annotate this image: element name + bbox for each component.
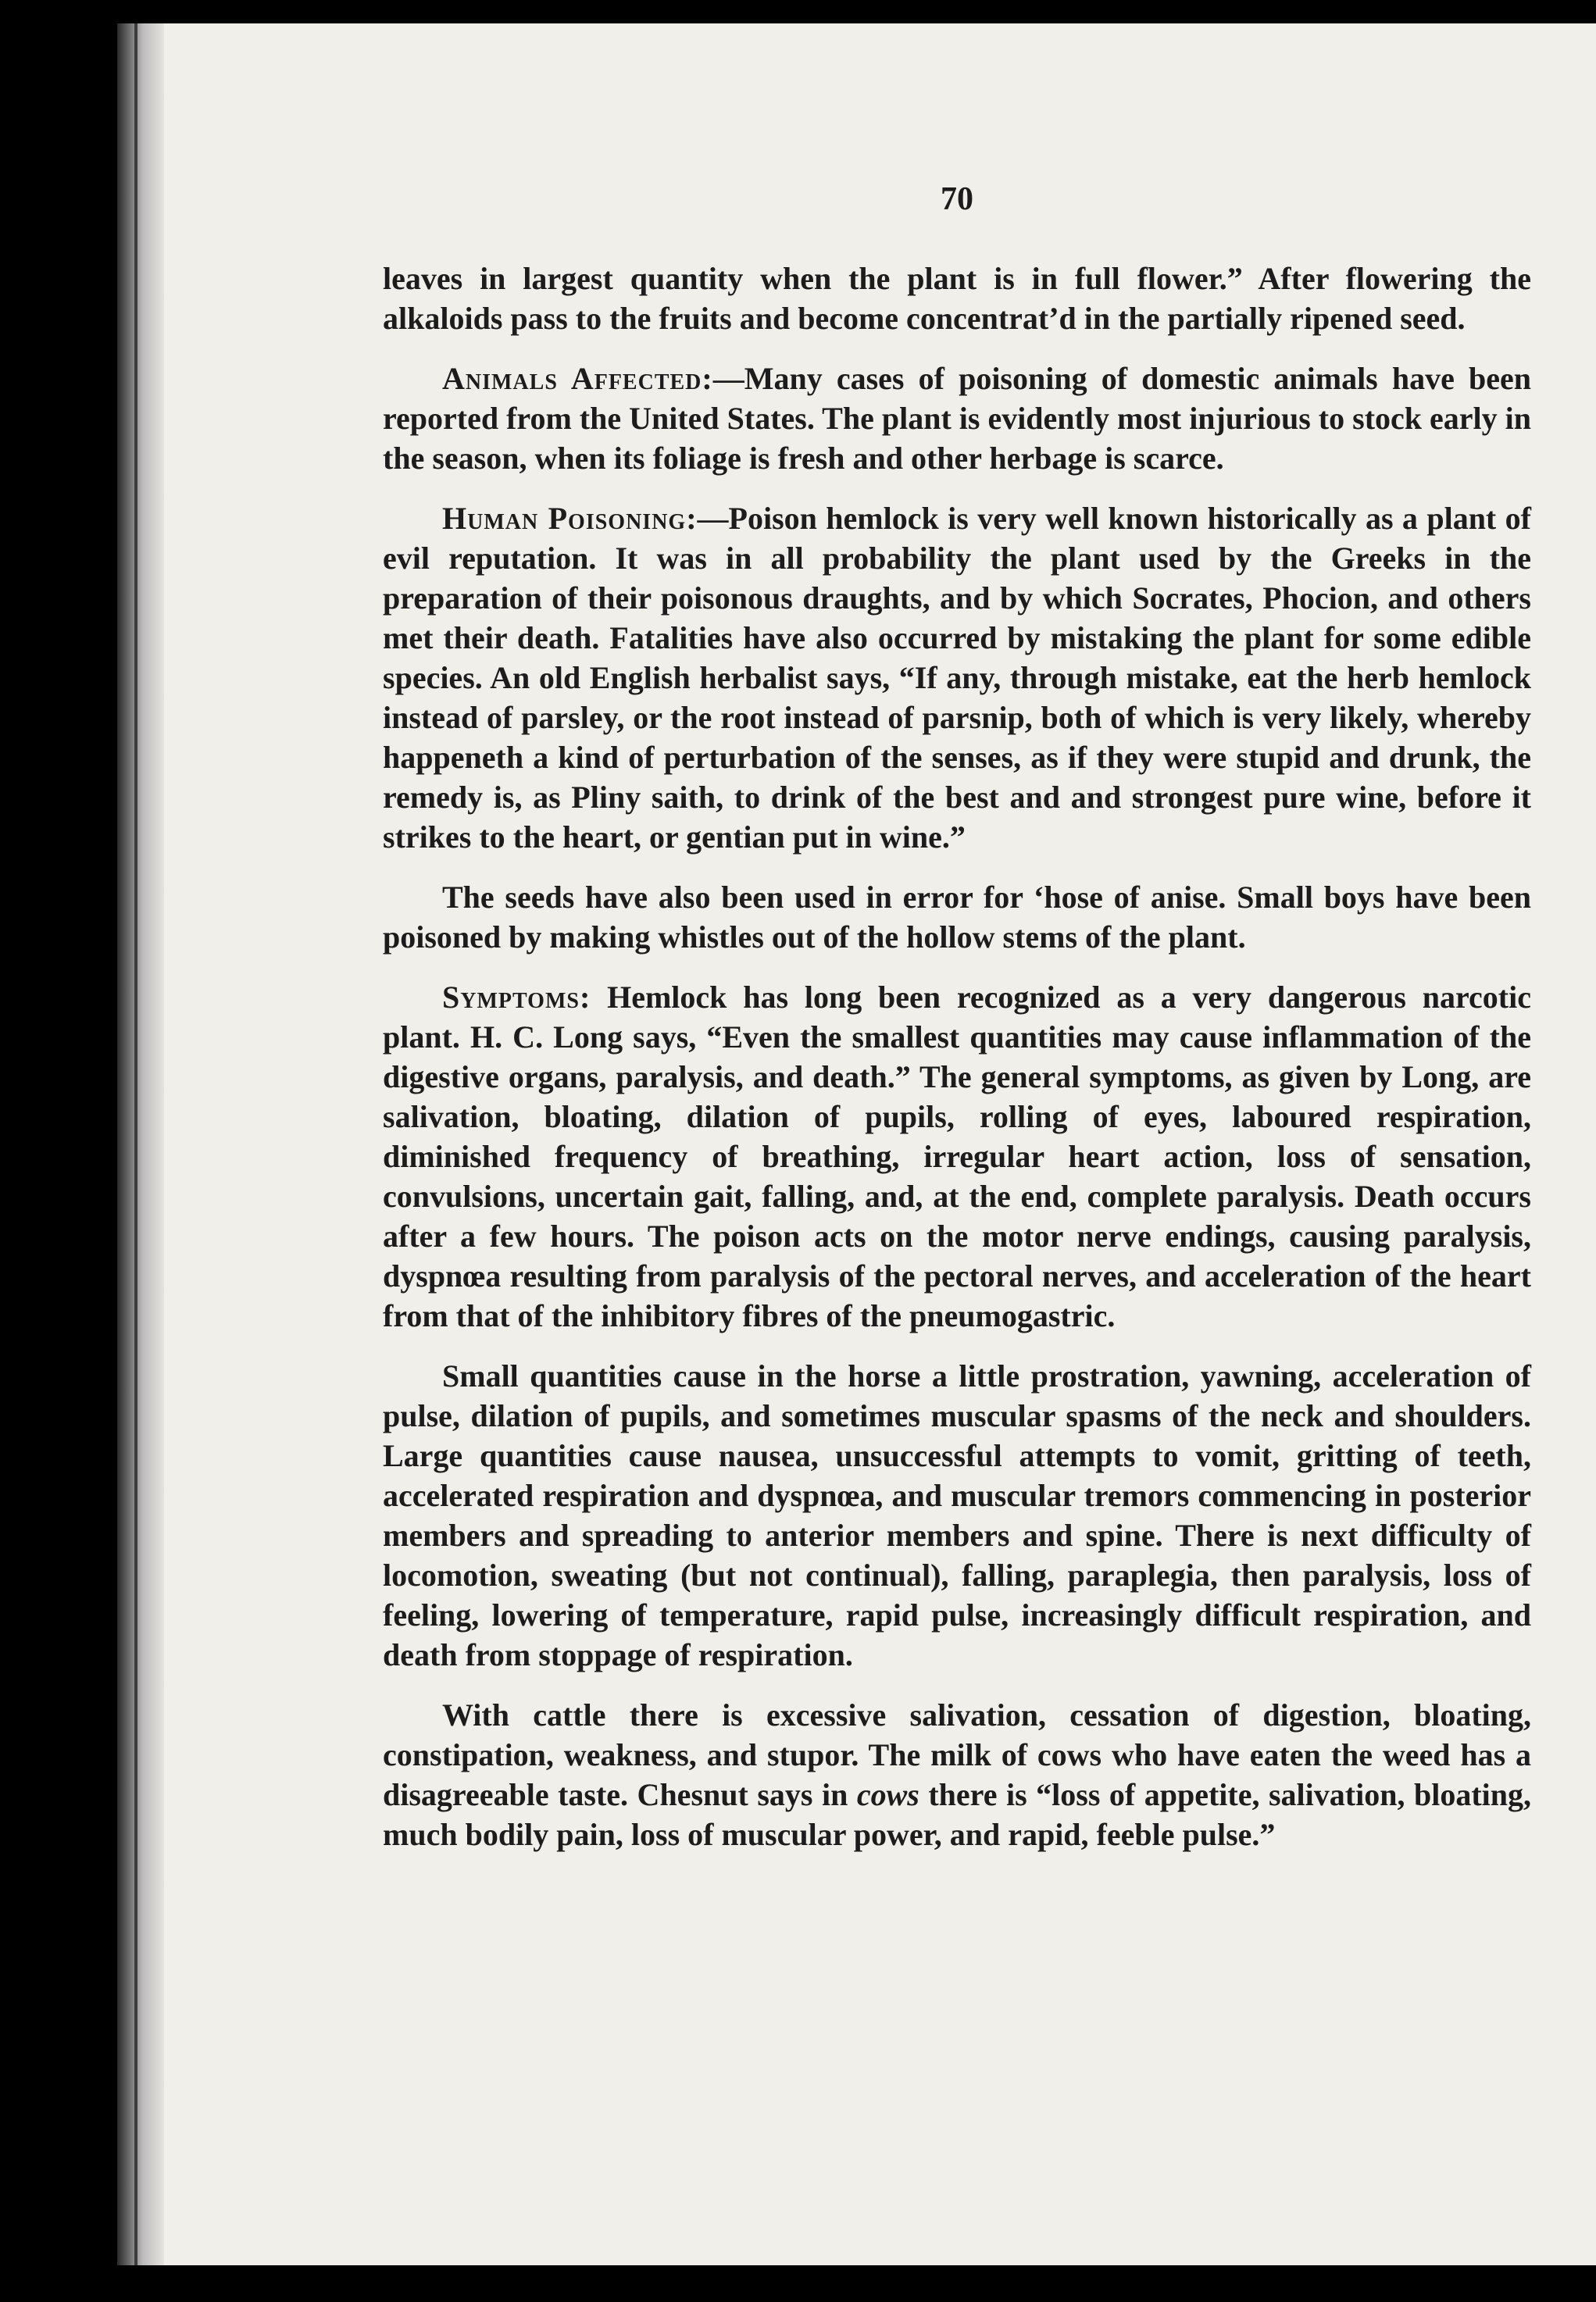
- paragraph-text: there is “loss of appetite, salivation, bloating, much bodily pain, loss of muscular power, and rapid, feeble pulse.”: [383, 1777, 1532, 1852]
- page-text-block: [383, 180, 1531, 1875]
- paragraph-text: Hemlock has long been recognized as a very dangerous narcotic plant. H. C. Long says, “Even the smallest quantities may cause inflammation of the digestive organs, paralysis, and death.” The general symptoms, as given by Long, are salivation, bloating, dilation of pupils, rolling of eyes, laboured respiration, diminished frequency of breathing, irregular heart action, loss of sensation, convulsions, uncertain gait, falling, and, at the end, complete paralysis. Death occurs after a few hours. The poison acts on the motor nerve endings, causing paralysis, dyspnœa resulting from paralysis of the pectoral nerves, and acceleration of the heart from that of the inhibitory fibres of the pneumogastric.: [383, 980, 1531, 1333]
- section-heading: Human Poisoning:: [442, 501, 698, 536]
- paragraph-text: —Many cases of poisoning of domestic animals have been reported from the United States. The plant is evidently most injurious to stock early in the season, when its foliage is fresh and other herbage is scarce.: [383, 361, 1532, 476]
- paragraph-symptoms: [383, 977, 1531, 1336]
- paragraph-continuation: [383, 259, 1531, 338]
- paragraph-text: The seeds have also been used in error for ‘hose of anise. Small boys have been poisoned by making whistles out of the hollow stems of the plant.: [383, 880, 1531, 955]
- paragraph-text: —Poison hemlock is very well known historically as a plant of evil reputation. It was in all probability the plant used by the Greeks in the preparation of their poisonous draughts, and by which Socrates, Phocion, and others met their death. Fatalities have also occurred by mistaking the plant for some edible species. An old English herbalist says, “If any, through mistake, eat the herb hemlock instead of parsley, or the root instead of parsnip, both of which is very likely, whereby happeneth a kind of perturbation of the senses, as if they were stupid and drunk, the remedy is, as Pliny saith, to drink of the best and and strongest pure wine, before it strikes to the heart, or gentian put in wine.”: [383, 501, 1531, 855]
- paragraph-human-poisoning: [383, 498, 1531, 857]
- paragraph-cattle: [383, 1695, 1531, 1854]
- binding-rule: [134, 23, 137, 2265]
- italic-term: cows: [856, 1777, 919, 1812]
- paragraph-text: leaves in largest quantity when the plant is in full flower.” After flowering the alkaloids pass to the fruits and become concentrat’d in the partially ripened seed.: [383, 261, 1531, 336]
- paragraph-text: Small quantities cause in the horse a little prostration, yawning, acceleration of pulse, dilation of pupils, and sometimes muscular spasms of the neck and shoulders. Large quantities cause nausea, unsuccessful attempts to vomit, gritting of teeth, accelerated respiration and dyspnœa, and muscular tremors commencing in posterior members and spreading to anterior members and spine. There is next difficulty of locomotion, sweating (but not continual), falling, paraplegia, then paralysis, loss of feeling, lowering of temperature, rapid pulse, increasingly difficult respiration, and death from stoppage of respiration.: [383, 1358, 1531, 1672]
- paragraph-seeds: [383, 877, 1531, 957]
- paragraph-text: With cattle there is excessive salivation, cessation of digestion, bloating, constipation, weakness, and stupor. The milk of cows who have eaten the weed has a disagreeable taste. Chesnut says in: [383, 1697, 1531, 1812]
- paragraph-horse: [383, 1356, 1531, 1675]
- page-number: 70: [941, 181, 973, 217]
- book-page: [117, 23, 1596, 2265]
- book-binding-edge: [117, 23, 164, 2265]
- paragraph-animals-affected: [383, 359, 1531, 478]
- section-heading: Animals Affected:: [442, 361, 713, 396]
- section-heading: Symptoms:: [442, 980, 591, 1015]
